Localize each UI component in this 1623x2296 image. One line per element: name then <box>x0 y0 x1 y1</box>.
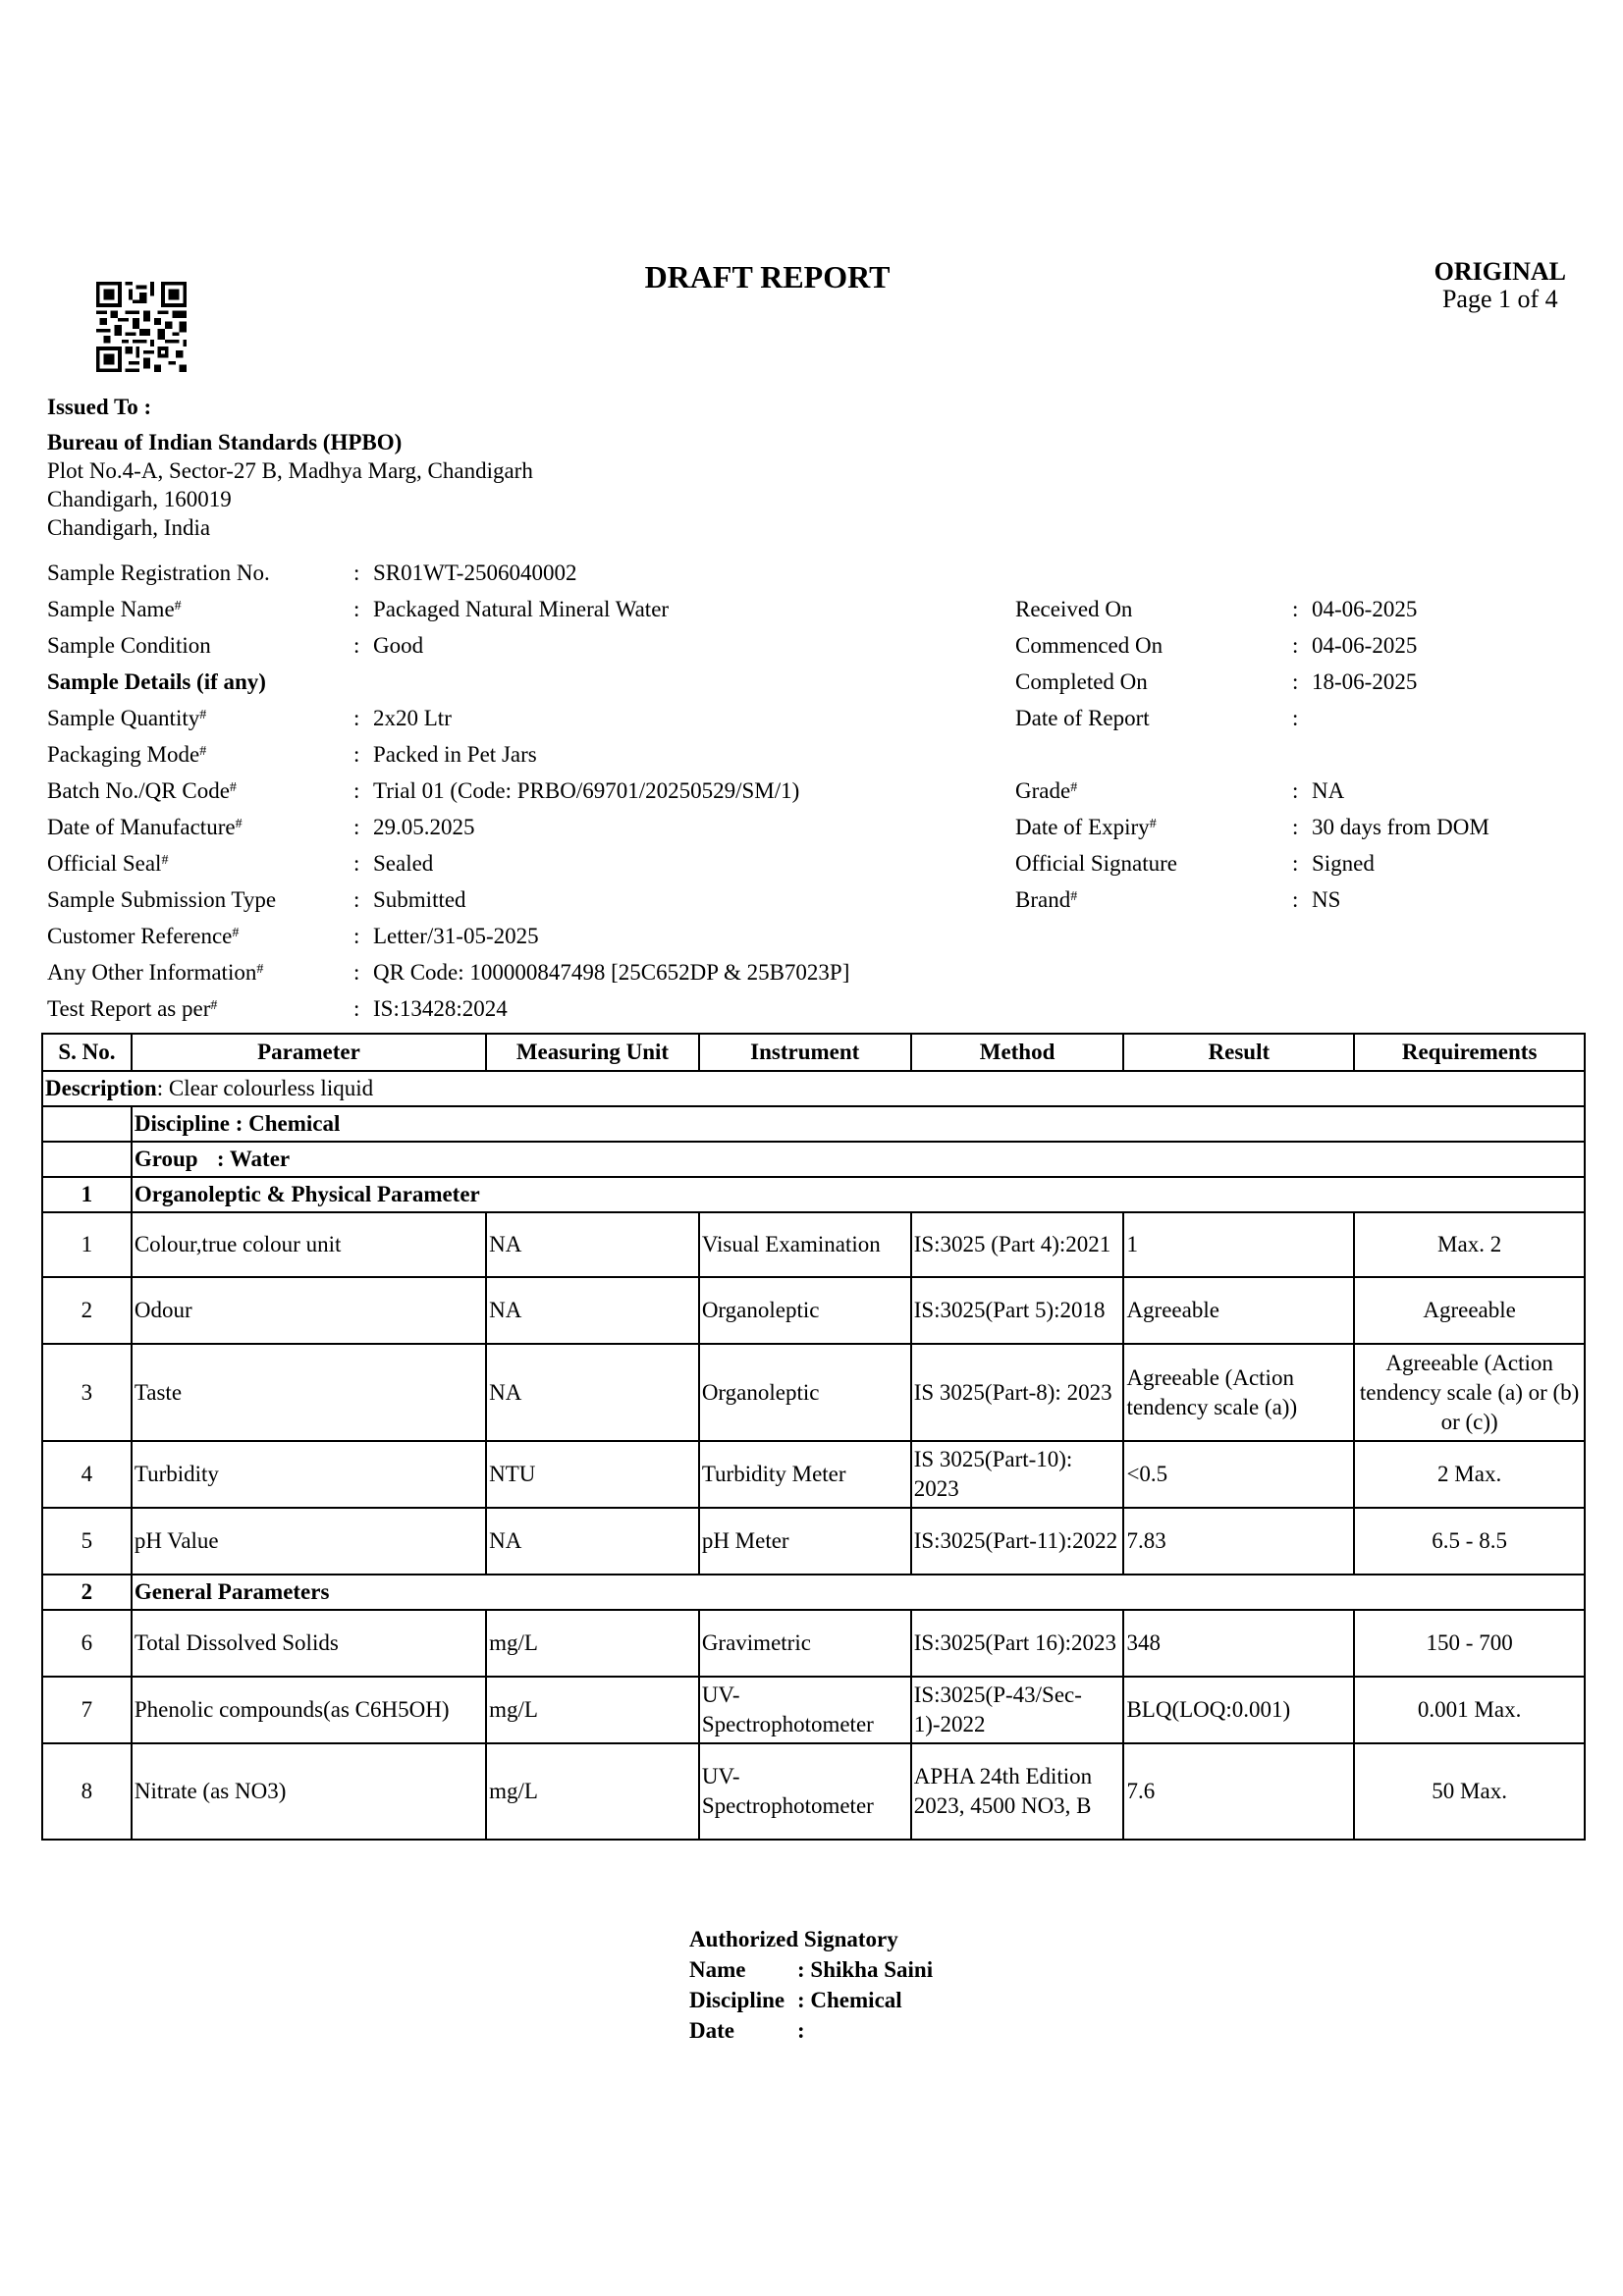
detail-value: Signed <box>1312 851 1375 876</box>
detail-label: Completed On <box>1015 669 1148 694</box>
cell-sno: 4 <box>42 1441 132 1508</box>
detail-label: Sample Name# <box>47 597 182 621</box>
detail-label: Brand# <box>1015 887 1078 912</box>
cell-result: 348 <box>1123 1610 1354 1677</box>
cell-method: APHA 24th Edition 2023, 4500 NO3, B <box>911 1743 1124 1840</box>
col-header-result: Result <box>1123 1034 1354 1071</box>
cell-method: IS:3025(P-43/Sec-1)-2022 <box>911 1677 1124 1743</box>
detail-value: 29.05.2025 <box>373 815 475 839</box>
address-line-2: Chandigarh, 160019 <box>47 487 232 511</box>
group-value: : Water <box>216 1147 291 1171</box>
cell-instrument: Organoleptic <box>699 1277 911 1344</box>
description-label: Description <box>45 1076 157 1100</box>
cell-method: IS:3025 (Part 4):2021 <box>911 1212 1124 1277</box>
detail-value: 04-06-2025 <box>1312 633 1418 658</box>
cell-unit: NA <box>486 1277 699 1344</box>
cell-requirement: 50 Max. <box>1354 1743 1585 1840</box>
detail-label: Sample Registration No. <box>47 561 270 585</box>
detail-value: IS:13428:2024 <box>373 996 508 1021</box>
footnote-mark: # <box>229 780 237 795</box>
signatory-name: : Shikha Saini <box>797 1957 934 1982</box>
detail-label: Batch No./QR Code# <box>47 778 237 803</box>
cell-unit: NTU <box>486 1441 699 1508</box>
cell-parameter: Phenolic compounds(as C6H5OH) <box>132 1677 486 1743</box>
col-header-instrument: Instrument <box>699 1034 911 1071</box>
address-line-1: Plot No.4-A, Sector-27 B, Madhya Marg, Chandigarh <box>47 458 533 483</box>
cell-requirement: 0.001 Max. <box>1354 1677 1585 1743</box>
table-row <box>42 1277 1585 1344</box>
table-header-row <box>42 1034 1585 1071</box>
cell-instrument: Visual Examination <box>699 1212 911 1277</box>
detail-label: Any Other Information# <box>47 960 264 985</box>
footnote-mark: # <box>256 962 264 977</box>
cell-unit: mg/L <box>486 1610 699 1677</box>
cell-sno: 1 <box>42 1212 132 1277</box>
issued-to-label: Issued To : <box>47 395 152 419</box>
signatory-discipline-label: Discipline <box>689 1988 785 2012</box>
detail-value: Good <box>373 633 424 658</box>
cell-result: 7.6 <box>1123 1743 1354 1840</box>
detail-value: Letter/31-05-2025 <box>373 924 539 948</box>
discipline-label: Discipline : Chemical <box>132 1106 1585 1142</box>
cell-requirement: Agreeable <box>1354 1277 1585 1344</box>
cell-result: 1 <box>1123 1212 1354 1277</box>
detail-label: Test Report as per# <box>47 996 218 1021</box>
detail-label: Sample Submission Type <box>47 887 277 912</box>
detail-label: Packaging Mode# <box>47 742 207 767</box>
detail-label: Sample Details (if any) <box>47 669 266 694</box>
cell-sno: 7 <box>42 1677 132 1743</box>
footnote-mark: # <box>235 817 243 831</box>
signatory-block <box>689 1924 933 2046</box>
section-row <box>42 1575 1585 1610</box>
detail-value: NS <box>1312 887 1341 912</box>
detail-label: Official Signature <box>1015 851 1177 876</box>
table-row <box>42 1610 1585 1677</box>
footnote-mark: # <box>1070 780 1078 795</box>
page-title: DRAFT REPORT <box>644 259 891 294</box>
cell-result: Agreeable (Action tendency scale (a)) <box>1123 1344 1354 1441</box>
copy-info <box>1434 258 1566 313</box>
cell-unit: mg/L <box>486 1743 699 1840</box>
detail-label: Grade# <box>1015 778 1078 803</box>
detail-label: Official Seal# <box>47 851 169 876</box>
detail-value: SR01WT-2506040002 <box>373 561 577 585</box>
cell-unit: mg/L <box>486 1677 699 1743</box>
cell-parameter: Nitrate (as NO3) <box>132 1743 486 1840</box>
cell-method: IS:3025(Part 16):2023 <box>911 1610 1124 1677</box>
cell-unit: NA <box>486 1508 699 1575</box>
cell-sno: 6 <box>42 1610 132 1677</box>
footnote-mark: # <box>174 599 182 614</box>
detail-value: Packed in Pet Jars <box>373 742 537 767</box>
cell-requirement: 2 Max. <box>1354 1441 1585 1508</box>
cell-parameter: Colour,true colour unit <box>132 1212 486 1277</box>
signatory-title: Authorized Signatory <box>689 1927 898 1951</box>
cell-sno: 2 <box>42 1277 132 1344</box>
detail-value: Packaged Natural Mineral Water <box>373 597 670 621</box>
cell-requirement: Agreeable (Action tendency scale (a) or (b) or (c)) <box>1354 1344 1585 1441</box>
section-row <box>42 1177 1585 1212</box>
detail-label: Received On <box>1015 597 1133 621</box>
detail-label: Sample Condition <box>47 633 211 658</box>
cell-method: IS 3025(Part-10): 2023 <box>911 1441 1124 1508</box>
detail-value: 2x20 Ltr <box>373 706 452 730</box>
col-header-method: Method <box>911 1034 1124 1071</box>
detail-value: 18-06-2025 <box>1312 669 1418 694</box>
col-header-sno: S. No. <box>42 1034 132 1071</box>
cell-requirement: Max. 2 <box>1354 1212 1585 1277</box>
detail-label: Date of Expiry# <box>1015 815 1157 839</box>
section-number: 2 <box>42 1575 132 1610</box>
cell-result: BLQ(LOQ:0.001) <box>1123 1677 1354 1743</box>
footnote-mark: # <box>232 926 240 940</box>
footnote-mark: # <box>199 744 207 759</box>
page-indicator: Page 1 of 4 <box>1441 285 1558 313</box>
issued-to-org: Bureau of Indian Standards (HPBO) <box>47 430 403 454</box>
cell-instrument: Gravimetric <box>699 1610 911 1677</box>
description-row <box>42 1071 1585 1106</box>
group-label: Group <box>134 1147 198 1171</box>
cell-unit: NA <box>486 1344 699 1441</box>
cell-method: IS 3025(Part-8): 2023 <box>911 1344 1124 1441</box>
table-row <box>42 1441 1585 1508</box>
col-header-parameter: Parameter <box>132 1034 486 1071</box>
detail-label: Customer Reference# <box>47 924 240 948</box>
cell-result: 7.83 <box>1123 1508 1354 1575</box>
detail-label: Commenced On <box>1015 633 1163 658</box>
footnote-mark: # <box>199 708 207 722</box>
cell-method: IS:3025(Part 5):2018 <box>911 1277 1124 1344</box>
cell-parameter: Total Dissolved Solids <box>132 1610 486 1677</box>
results-table <box>41 1033 1586 1841</box>
footnote-mark: # <box>161 853 169 868</box>
detail-label: Date of Manufacture# <box>47 815 243 839</box>
table-row <box>42 1344 1585 1441</box>
detail-value: 30 days from DOM <box>1312 815 1489 839</box>
signatory-name-label: Name <box>689 1957 746 1982</box>
detail-value: NA <box>1312 778 1345 803</box>
section-number: 1 <box>42 1177 132 1212</box>
address-line-3: Chandigarh, India <box>47 515 211 540</box>
signatory-discipline: : Chemical <box>797 1988 902 2012</box>
cell-instrument: Turbidity Meter <box>699 1441 911 1508</box>
section-title: General Parameters <box>132 1575 1585 1610</box>
cell-result: <0.5 <box>1123 1441 1354 1508</box>
table-row <box>42 1212 1585 1277</box>
table-row <box>42 1743 1585 1840</box>
cell-requirement: 6.5 - 8.5 <box>1354 1508 1585 1575</box>
cell-sno: 8 <box>42 1743 132 1840</box>
issued-to-block <box>47 393 533 542</box>
cell-instrument: UV-Spectrophotometer <box>699 1677 911 1743</box>
signatory-date: : <box>797 2018 805 2043</box>
discipline-row <box>42 1106 1585 1142</box>
footnote-mark: # <box>210 998 218 1013</box>
cell-instrument: UV-Spectrophotometer <box>699 1743 911 1840</box>
cell-result: Agreeable <box>1123 1277 1354 1344</box>
cell-parameter: Odour <box>132 1277 486 1344</box>
cell-sno: 5 <box>42 1508 132 1575</box>
detail-value: Sealed <box>373 851 434 876</box>
detail-label: Sample Quantity# <box>47 706 207 730</box>
cell-requirement: 150 - 700 <box>1354 1610 1585 1677</box>
cell-parameter: Turbidity <box>132 1441 486 1508</box>
description-value: : Clear colourless liquid <box>156 1076 374 1100</box>
detail-value: Submitted <box>373 887 466 912</box>
col-header-unit: Measuring Unit <box>486 1034 699 1071</box>
detail-label: Date of Report <box>1015 706 1150 730</box>
detail-value: QR Code: 100000847498 [25C652DP & 25B7023P] <box>373 960 850 985</box>
cell-sno: 3 <box>42 1344 132 1441</box>
cell-method: IS:3025(Part-11):2022 <box>911 1508 1124 1575</box>
table-row <box>42 1677 1585 1743</box>
cell-instrument: pH Meter <box>699 1508 911 1575</box>
cell-unit: NA <box>486 1212 699 1277</box>
signatory-date-label: Date <box>689 2018 734 2043</box>
copy-type: ORIGINAL <box>1434 257 1566 286</box>
section-title: Organoleptic & Physical Parameter <box>132 1177 1585 1212</box>
detail-value: Trial 01 (Code: PRBO/69701/20250529/SM/1) <box>373 778 800 803</box>
col-header-requirements: Requirements <box>1354 1034 1585 1071</box>
detail-value: 04-06-2025 <box>1312 597 1418 621</box>
cell-parameter: Taste <box>132 1344 486 1441</box>
group-row <box>42 1142 1585 1177</box>
table-row <box>42 1508 1585 1575</box>
footnote-mark: # <box>1070 889 1078 904</box>
footnote-mark: # <box>1149 817 1157 831</box>
cell-instrument: Organoleptic <box>699 1344 911 1441</box>
cell-parameter: pH Value <box>132 1508 486 1575</box>
